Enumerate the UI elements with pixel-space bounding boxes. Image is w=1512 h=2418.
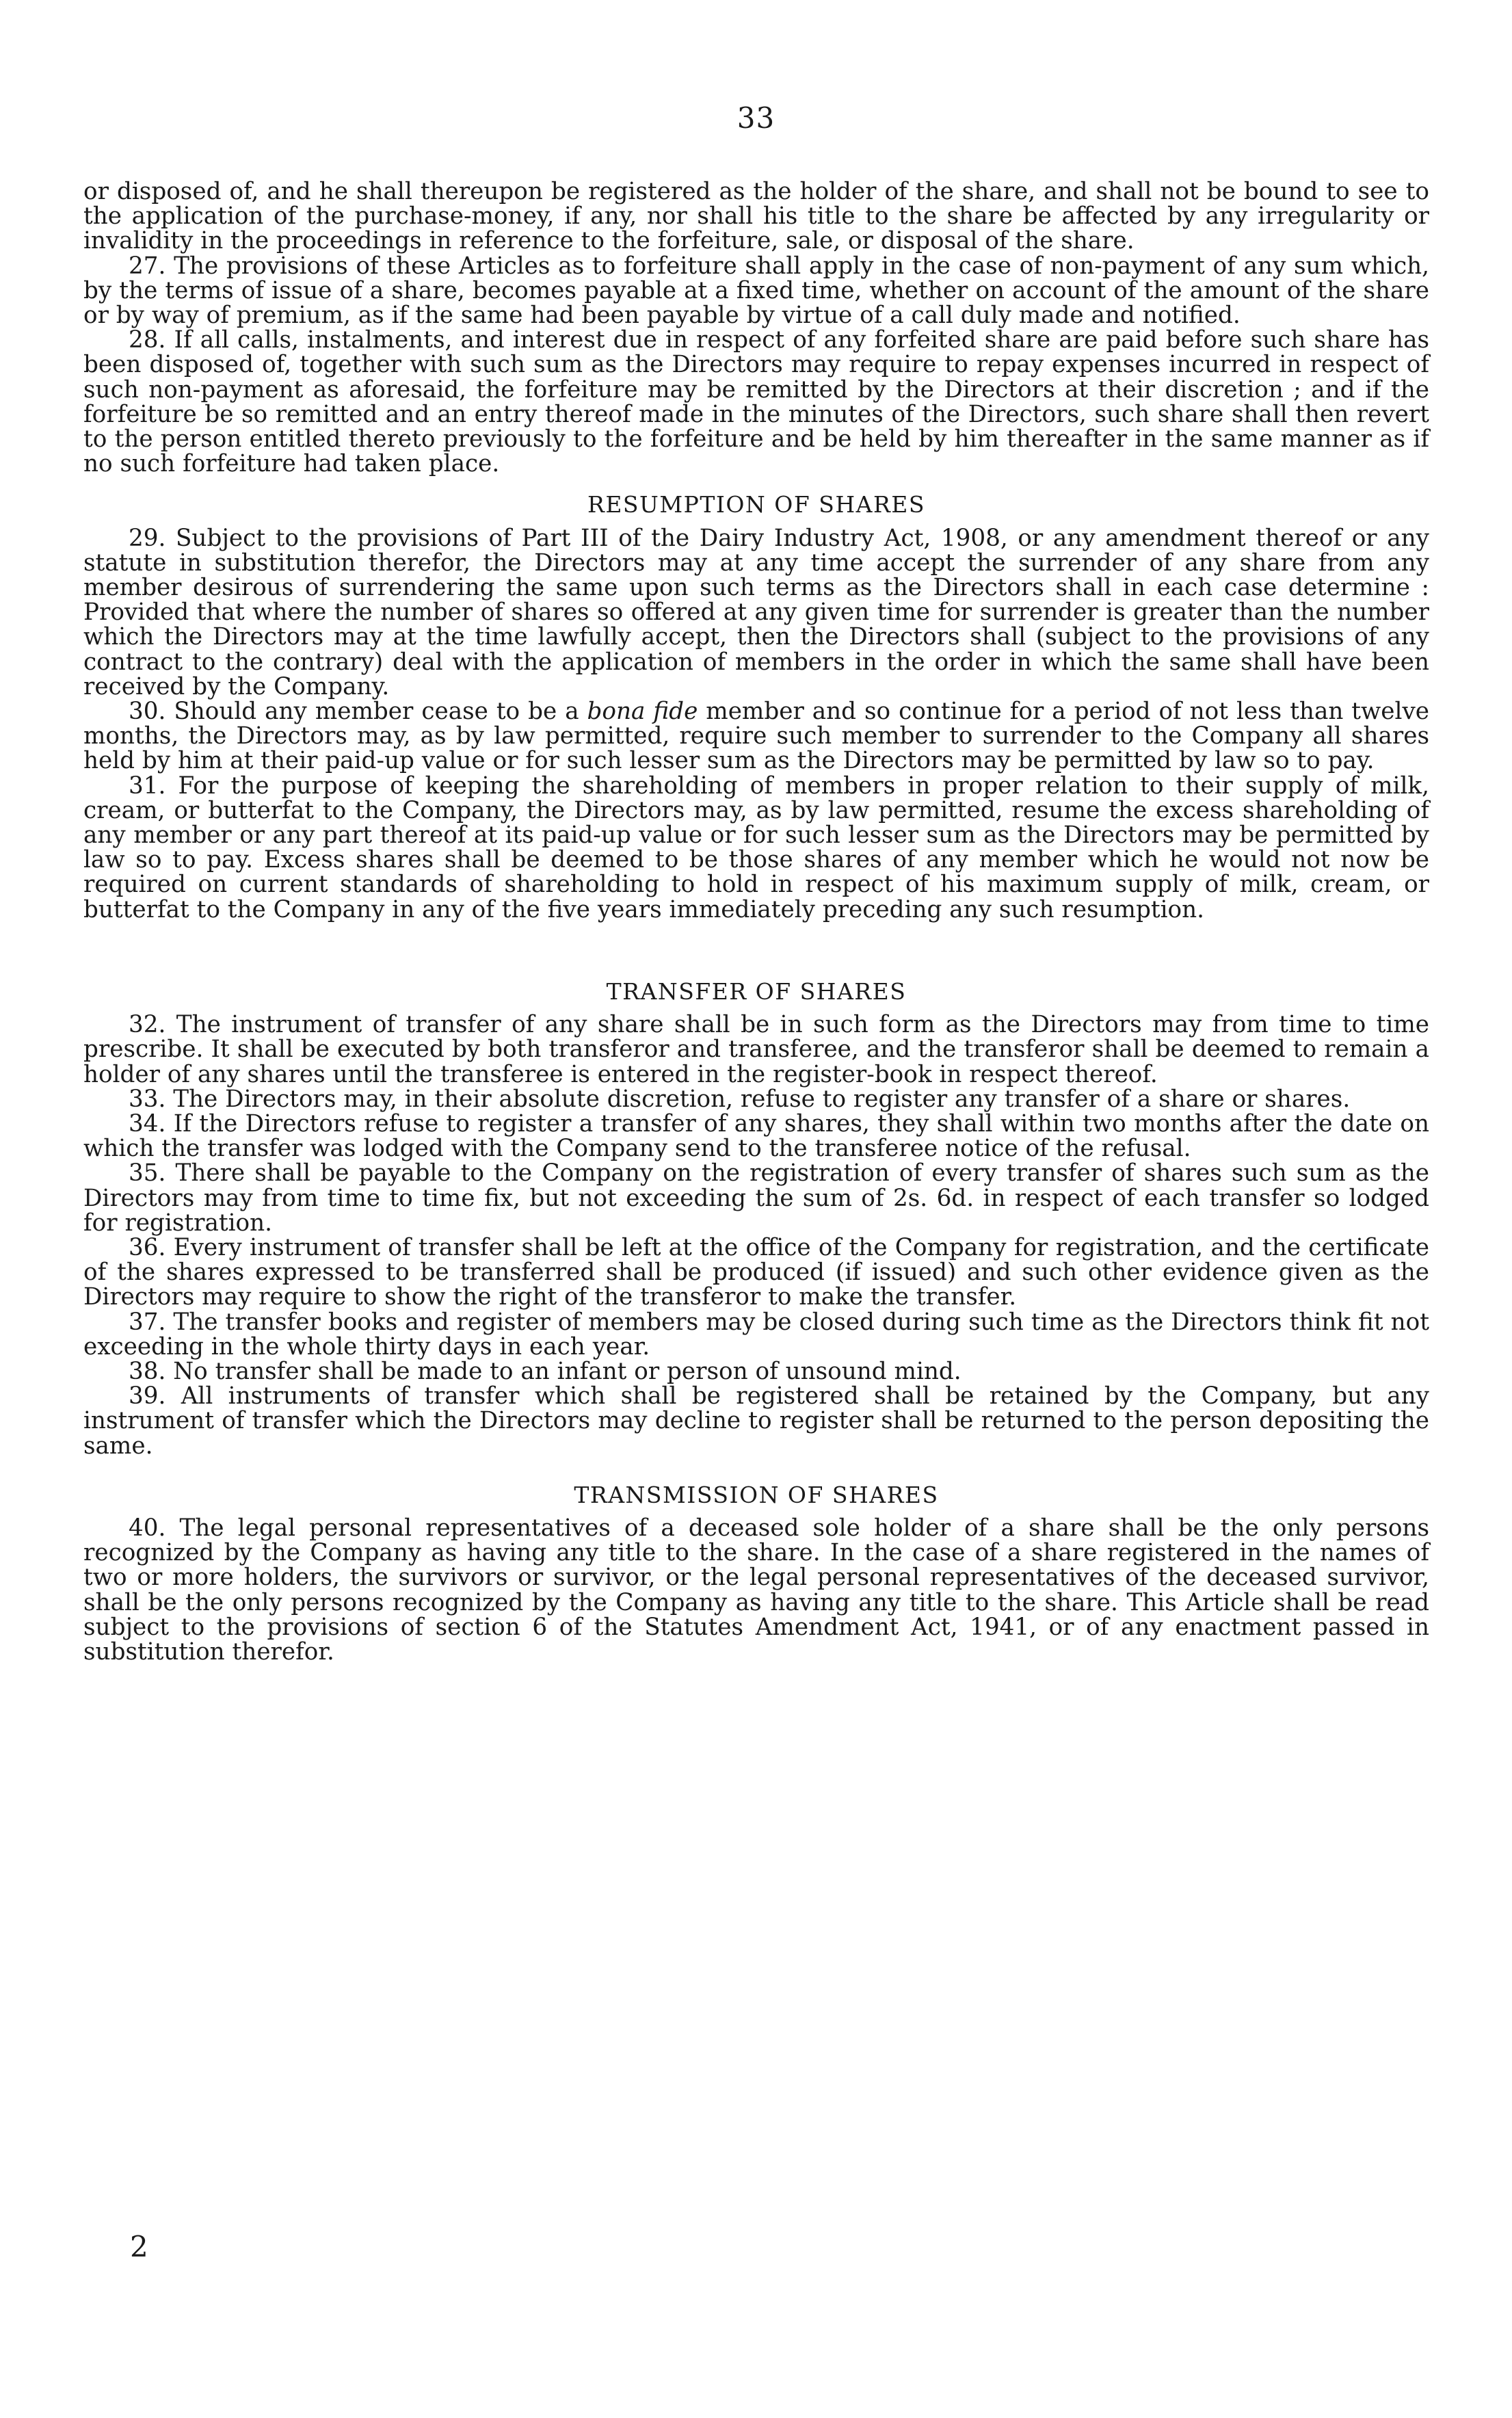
article-32: 32. The instrument of transfer of any share shall be in such form as the Directors may from time to time prescribe. It shall be executed by both transferor and transferee, and the transferor shall be deemed to remain a holder of any shares until the transferee is entered in the register-book in respect thereof.	[83, 1011, 1429, 1088]
article-34: 34. If the Directors refuse to register a transfer of any shares, they shall within two months after the date on which the transfer was lodged with the Company send to the transferee notice of the refusal.	[83, 1109, 1429, 1163]
continuation-paragraph: or disposed of, and he shall thereupon be registered as the holder of the share, and shall not be bound to see to the application of the purchase-money, if any, nor shall his title to the share be affected by any irregularity or invalidity in the proceedings in reference to the forfeiture, sale, or disposal of the share.	[83, 178, 1429, 255]
page-number: 33	[737, 101, 775, 135]
article-36: 36. Every instrument of transfer shall be left at the office of the Company for registration, and the certificate of the shares expressed to be transferred shall be produced (if issued) and such other evidence given as the Directors may require to show the right of the transferor to make the transfer.	[83, 1233, 1429, 1311]
article-30	[83, 699, 1429, 774]
article-28: 28. If all calls, instalments, and interest due in respect of any forfeited share are paid before such share has been disposed of, together with such sum as the Directors may require to repay expenses incurred in respect of such non-payment as aforesaid, the forfeiture may be remitted by the Directors at their discretion ; and if the forfeiture be so remitted and an entry thereof made in the minutes of the Directors, such share shall then revert to the person entitled thereto previously to the forfeiture and be held by him thereafter in the same manner as if no such forfeiture had taken place.	[83, 326, 1429, 478]
article-40: 40. The legal personal representatives of a deceased sole holder of a share shall be the only persons recognized by the Company as having any title to the share. In the case of a share registered in the names of two or more holders, the survivors or survivor, or the legal personal representatives of the deceased survivor, shall be the only persons recognized by the Company as having any title to the share. This Article shall be read subject to the provisions of section 6 of the Statutes Amendment Act, 1941, or of any enactment passed in substitution therefor.	[83, 1514, 1429, 1666]
article-27: 27. The provisions of these Articles as to forfeiture shall apply in the case of non-payment of any sum which, by the terms of issue of a share, becomes payable at a fixed time, whether on account of the amount of the share or by way of premium, as if the same had been payable by virtue of a call duly made and notified.	[83, 252, 1429, 330]
section-heading-transmission: TRANSMISSION OF SHARES	[574, 1481, 939, 1508]
article-30-text-end: member and so continue for a period of not less than twelve months, the Directors may, as by law permitted, require such member to surrender to the Company all shares held by him at their paid-up value or for such lesser sum as the Directors may be permitted by law so to pay.	[83, 698, 1430, 775]
article-39: 39. All instruments of transfer which shall be registered shall be retained by the Company, but any instrument of transfer which the Directors may decline to register shall be returned to the person depositing the same.	[83, 1382, 1429, 1460]
article-33: 33. The Directors may, in their absolute discretion, refuse to register any transfer of a share or shares.	[129, 1085, 1351, 1113]
signature-mark: 2	[130, 2230, 148, 2263]
article-29: 29. Subject to the provisions of Part III of the Dairy Industry Act, 1908, or any amendment thereof or any statute in substitution therefor, the Directors may at any time accept the surrender of any share from any member desirous of surrendering the same upon such terms as the Directors shall in each case determine : Provided that where the number of shares so offered at any given time for surrender is greater than the number which the Directors may at the time lawfully accept, then the Directors shall (subject to the provisions of any contract to the contrary) deal with the application of members in the order in which the same shall have been received by the Company.	[83, 524, 1429, 700]
articles-body	[83, 179, 1429, 1664]
section-heading-transfer: TRANSFER OF SHARES	[606, 977, 907, 1005]
article-37: 37. The transfer books and register of members may be closed during such time as the Directors think fit not exceeding in the whole thirty days in each year.	[83, 1308, 1429, 1361]
article-30-text-start: 30. Should any member cease to be a	[129, 698, 587, 726]
article-35: 35. There shall be payable to the Company on the registration of every transfer of shares such sum as the Directors may from time to time fix, but not exceeding the sum of 2s. 6d. in respect of each transfer so lodged for registration.	[83, 1159, 1429, 1237]
article-30-italic-term: bona fide	[587, 698, 698, 726]
article-38: 38. No transfer shall be made to an infant or person of unsound mind.	[129, 1357, 961, 1385]
section-heading-resumption: RESUMPTION OF SHARES	[587, 491, 925, 518]
article-31: 31. For the purpose of keeping the shareholding of members in proper relation to their supply of milk, cream, or butterfat to the Company, the Directors may, as by law permitted, resume the excess shareholding of any member or any part thereof at its paid-up value or for such lesser sum as the Directors may be permitted by law so to pay. Excess shares shall be deemed to be those shares of any member which he would not now be required on current standards of shareholding to hold in respect of his maximum supply of milk, cream, or butterfat to the Company in any of the five years immediately preceding any such resumption.	[83, 772, 1429, 923]
